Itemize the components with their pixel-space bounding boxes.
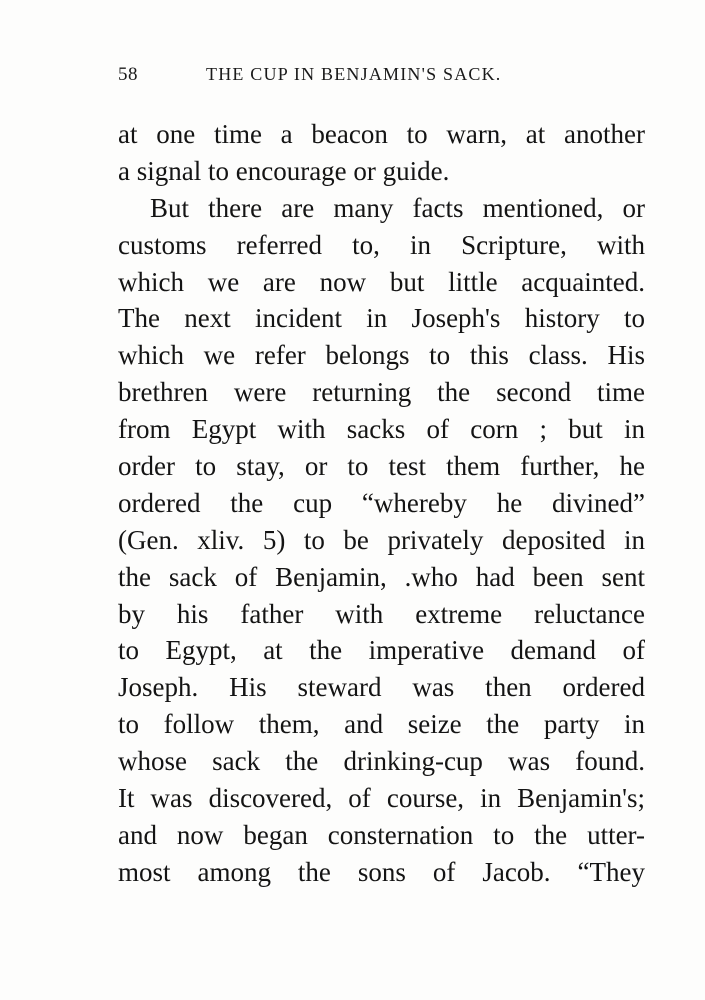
text-line: customs referred to, in Scripture, with [118,229,645,260]
text-line: from Egypt with sacks of corn ; but in [118,414,645,445]
running-head [118,64,645,92]
text-line: the sack of Benjamin, .who had been sent [118,561,645,592]
text-line: But there are many facts mentioned, or [150,192,645,223]
text-line: Joseph. His steward was then ordered [118,672,645,703]
text-line: which we refer belongs to this class. His [118,340,645,371]
body-text [118,116,645,891]
text-line: at one time a beacon to warn, at another [118,119,645,149]
page-number: 58 [118,64,138,85]
text-line: to Egypt, at the imperative demand of [118,635,645,666]
text-line: ordered the cup “whereby he divined” [118,487,645,518]
text-line: a signal to encourage or guide. [118,155,450,186]
text-line: to follow them, and seize the party in [118,709,645,740]
text-line: whose sack the drinking-cup was found. [118,746,645,777]
text-line: most among the sons of Jacob. “They [118,856,645,887]
text-line: by his father with extreme reluctance [118,598,645,629]
text-line: The next incident in Joseph's history to [118,303,645,334]
text-line: order to stay, or to test them further, he [118,451,645,482]
text-line: It was discovered, of course, in Benjamin's; [118,783,645,814]
text-line: and now began consternation to the utter- [118,819,645,850]
text-line: brethren were returning the second time [118,377,645,408]
text-line: (Gen. xliv. 5) to be privately deposited in [118,524,645,555]
page-header-title: THE CUP IN BENJAMIN'S SACK. [206,64,502,84]
text-line: which we are now but little acquainted. [118,266,645,297]
